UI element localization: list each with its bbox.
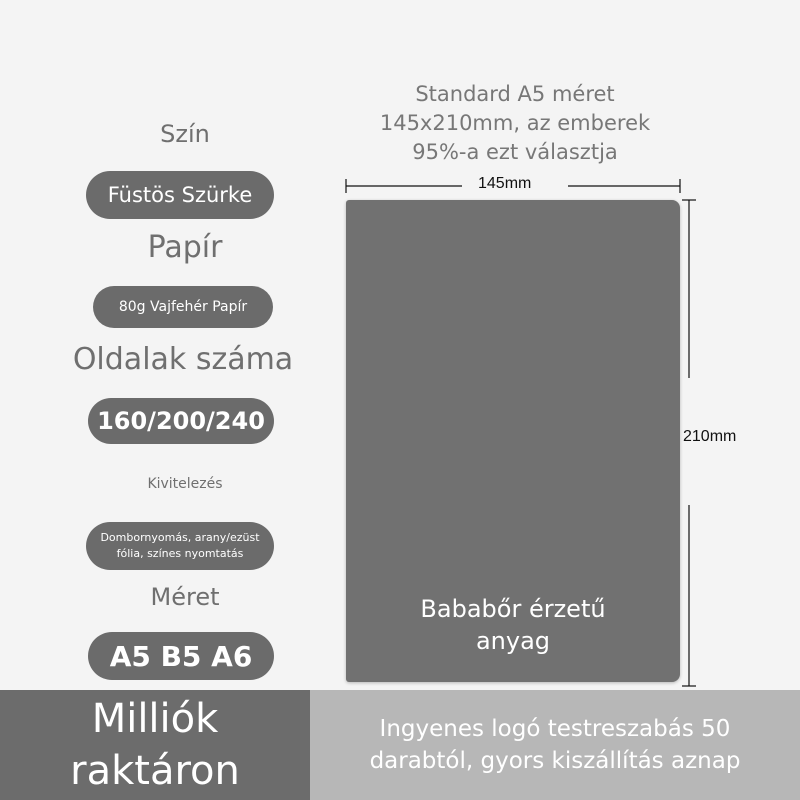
size-value-badge	[88, 632, 274, 680]
pages-label: Oldalak száma	[72, 342, 294, 377]
finish-value-badge	[86, 522, 274, 570]
notebook-cover	[346, 200, 680, 682]
material-text	[346, 593, 680, 657]
size-heading-line3: 95%-a ezt választja	[412, 140, 618, 164]
stock-line2: raktáron	[70, 748, 240, 794]
width-label: 145mm	[478, 175, 532, 192]
offer-line2: darabtól, gyors kiszállítás aznap	[369, 748, 741, 774]
color-value-badge	[86, 171, 274, 219]
offer-line1: Ingyenes logó testreszabás 50	[379, 716, 731, 742]
finish-label: Kivitelezés	[147, 476, 223, 492]
size-value: A5 B5 A6	[109, 639, 253, 673]
pages-value-badge	[88, 398, 274, 444]
paper-label: Papír	[147, 230, 223, 265]
size-heading-line2: 145x210mm, az emberek	[379, 111, 651, 135]
offer-banner	[310, 690, 800, 800]
stock-banner	[0, 690, 310, 800]
pages-value: 160/200/240	[97, 407, 265, 435]
size-heading	[345, 80, 685, 167]
paper-value-badge	[93, 286, 273, 328]
material-line2: anyag	[475, 627, 551, 655]
size-label: Méret	[150, 583, 220, 611]
material-line1: Bababőr érzetű	[420, 595, 606, 623]
color-value: Füstös Szürke	[107, 183, 253, 207]
size-heading-line1: Standard A5 méret	[415, 82, 615, 106]
stock-line1: Milliók	[91, 696, 219, 742]
color-label: Szín	[160, 120, 210, 148]
finish-value-line2: fólia, színes nyomtatás	[116, 547, 244, 560]
height-label: 210mm	[683, 428, 737, 445]
finish-value-line1: Dombornyomás, arany/ezüst	[100, 531, 260, 544]
paper-value: 80g Vajfehér Papír	[118, 299, 248, 315]
